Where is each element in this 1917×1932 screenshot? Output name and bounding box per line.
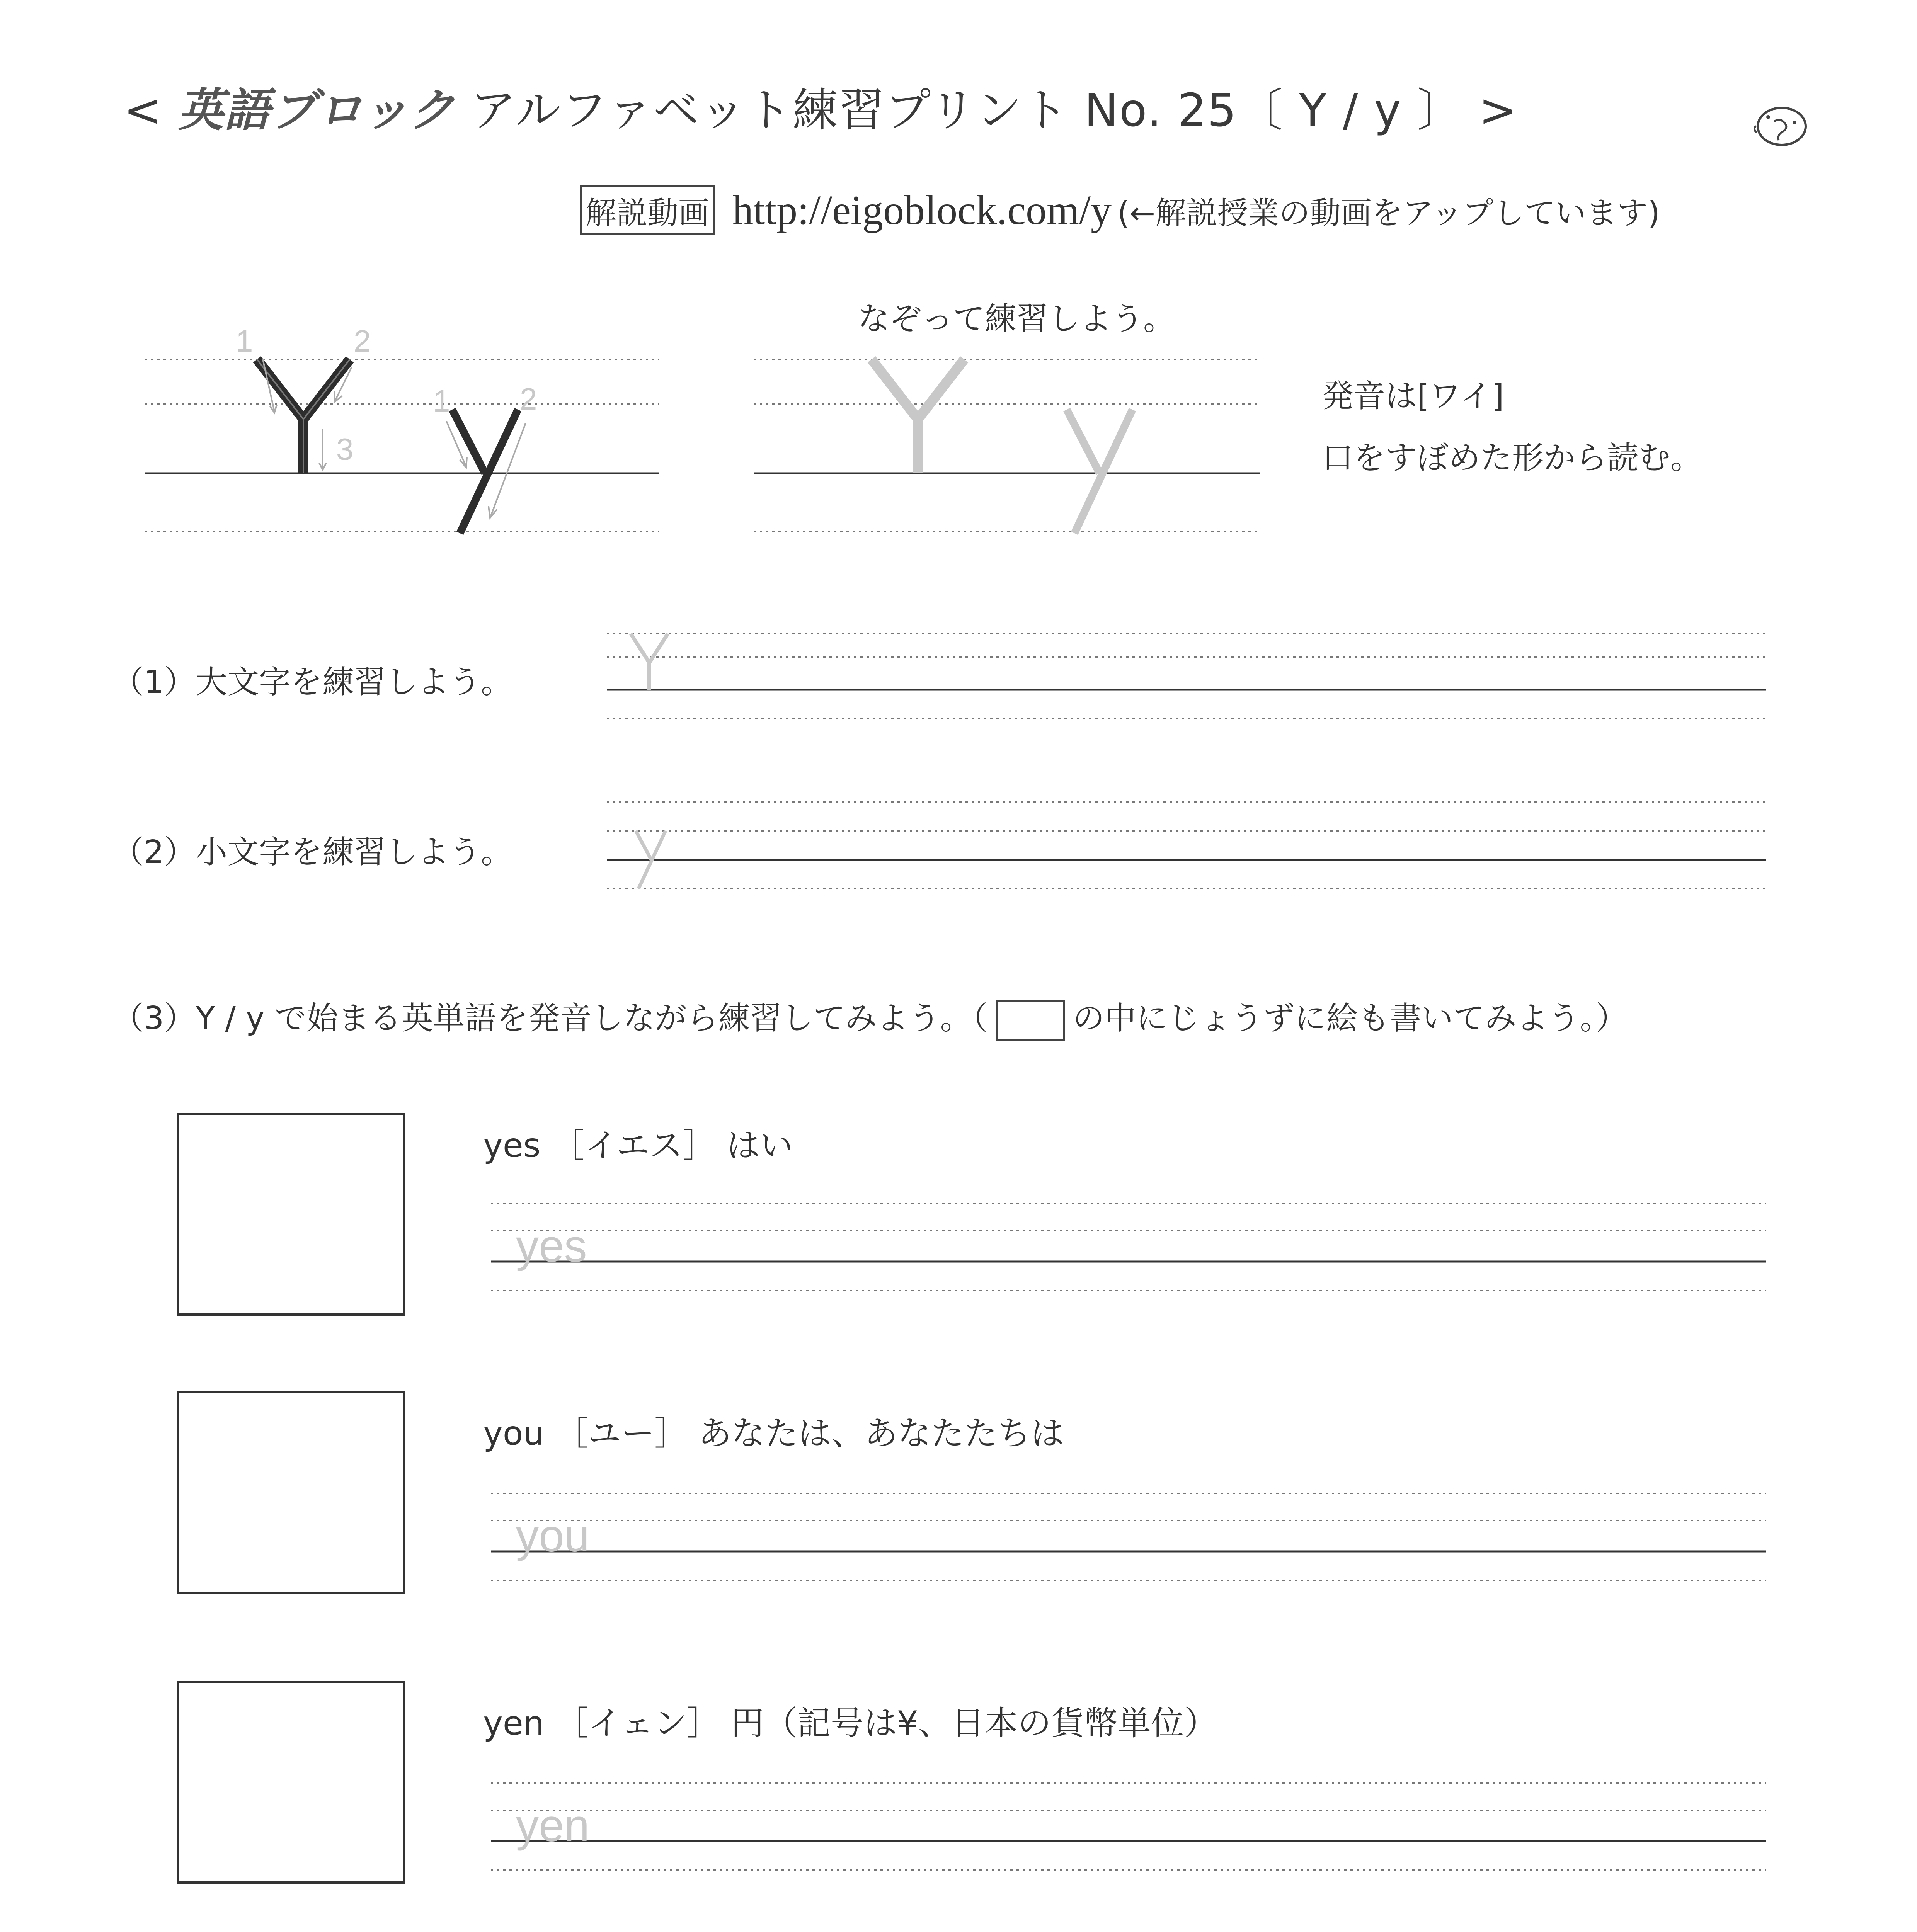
title-text: アルファベット練習プリント No. 25〔 Y / y 〕: [470, 83, 1464, 137]
section-2-label: （2）小文字を練習しよう。: [112, 834, 513, 871]
brand-logo-text: 英語ブロック: [178, 83, 456, 137]
trace-letter-lines: [754, 359, 1260, 531]
word-lines-yen: [491, 1783, 1766, 1870]
word-lines-yes: [491, 1204, 1766, 1291]
section-3-suffix: の中にじょうずに絵も書いてみよう。）: [1073, 1000, 1628, 1037]
trace-word-yen: yen: [516, 1800, 590, 1851]
word-text: yen: [483, 1704, 545, 1743]
word-meaning: あなたは、あなたたちは: [698, 1414, 1064, 1453]
stroke-number-lower-2: 2: [520, 382, 537, 416]
blank-box-icon: [996, 1000, 1065, 1041]
practice-trace-upper-y: [631, 634, 668, 690]
section-3-prefix: （3）Y / y で始まる英単語を発音しながら練習してみよう。（: [112, 1000, 988, 1037]
trace-word-yes: yes: [516, 1221, 587, 1272]
stroke-number-upper-3: 3: [336, 432, 354, 466]
trace-upper-y: [872, 359, 964, 473]
trace-word-you: you: [516, 1510, 590, 1561]
section-1-label: （1）大文字を練習しよう。: [112, 664, 513, 701]
title-open-bracket: <: [124, 83, 163, 137]
drawing-box-yen[interactable]: [177, 1681, 405, 1884]
stroke-number-upper-2: 2: [354, 324, 371, 358]
video-note: (←解説授業の動画をアップしています): [1117, 195, 1660, 231]
pronunciation-tip: 口をすぼめた形から読む。: [1322, 440, 1702, 476]
word-lines-you: [491, 1493, 1766, 1580]
trace-instruction: なぞって練習しよう。: [858, 301, 1175, 337]
pronunciation-reading: 発音は[ワイ]: [1322, 378, 1504, 415]
title-close-bracket: >: [1479, 83, 1518, 137]
video-badge: 解説動画: [580, 185, 715, 235]
drawing-box-you[interactable]: [177, 1391, 405, 1594]
word-entry-yen: [483, 1696, 1217, 1744]
word-meaning: 円（記号は¥、日本の貨幣単位）: [730, 1704, 1217, 1743]
practice-lines-upper: [607, 634, 1766, 719]
drawing-box-yes[interactable]: [177, 1113, 405, 1316]
word-entry-you: [483, 1406, 1064, 1454]
word-reading: ［イェン］: [555, 1704, 720, 1743]
word-text: yes: [483, 1126, 541, 1165]
word-entry-yes: [483, 1119, 793, 1167]
word-reading: ［ユー］: [555, 1414, 688, 1453]
stroke-number-upper-1: 1: [236, 324, 253, 358]
word-reading: ［イエス］: [551, 1126, 716, 1165]
video-url-link[interactable]: http://eigoblock.com/y: [732, 187, 1112, 233]
word-meaning: はい: [726, 1126, 793, 1165]
stroke-number-lower-1: 1: [433, 384, 450, 418]
model-letter-lines: [145, 359, 659, 531]
word-text: you: [483, 1414, 545, 1453]
section-3-label: [112, 993, 1628, 1041]
practice-lines-lower: [607, 802, 1766, 889]
trace-lower-y: [1067, 410, 1132, 533]
model-upper-y: [257, 359, 350, 473]
